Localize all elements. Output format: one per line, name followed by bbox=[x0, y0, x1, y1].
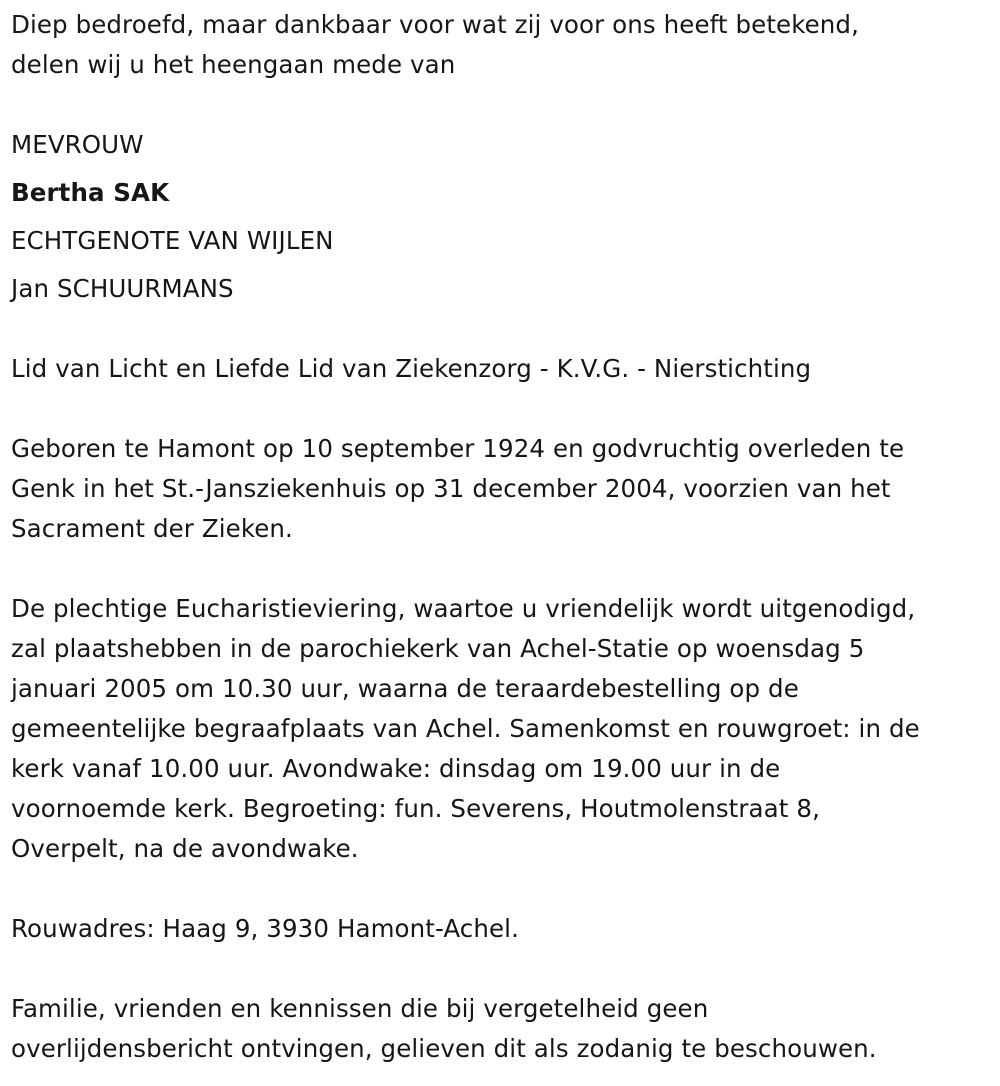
birth-death-paragraph: Geboren te Hamont op 10 september 1924 en godvruchtig overleden te Genk in het St.-Jansziekenhuis op 31 december 2004, voorzien van het Sacrament der Zieken. bbox=[11, 434, 905, 543]
honorific: MEVROUW bbox=[11, 130, 144, 159]
service-paragraph: De plechtige Eucharistieviering, waartoe u vriendelijk wordt uitgenodigd, zal plaatshebben in de parochiekerk van Achel-Statie op woensdag 5 januari 2005 om 10.30 uur, waarna de teraardebestelling op de gemeentelijke begraafplaats van Achel. Samenkomst en rouwgroet: in de kerk vanaf 10.00 uur. Avondwake: dinsdag om 19.00 uur in de voornoemde kerk. Begroeting: fun. Severens, Houtmolenstraat 8, Overpelt, na de avondwake. bbox=[11, 594, 920, 863]
intro-paragraph: Diep bedroefd, maar dankbaar voor wat zij voor ons heeft betekend, delen wij u het heengaan mede van bbox=[11, 10, 859, 79]
spouse-name: Jan SCHUURMANS bbox=[11, 274, 234, 303]
relation-line: ECHTGENOTE VAN WIJLEN bbox=[11, 226, 334, 255]
closing-paragraph: Familie, vrienden en kennissen die bij vergetelheid geen overlijdensbericht ontvingen, gelieven dit als zodanig te beschouwen. bbox=[11, 994, 877, 1063]
memberships-line: Lid van Licht en Liefde Lid van Ziekenzorg - K.V.G. - Nierstichting bbox=[11, 354, 812, 383]
address-line: Rouwadres: Haag 9, 3930 Hamont-Achel. bbox=[11, 914, 519, 943]
deceased-name: Bertha SAK bbox=[11, 178, 170, 207]
